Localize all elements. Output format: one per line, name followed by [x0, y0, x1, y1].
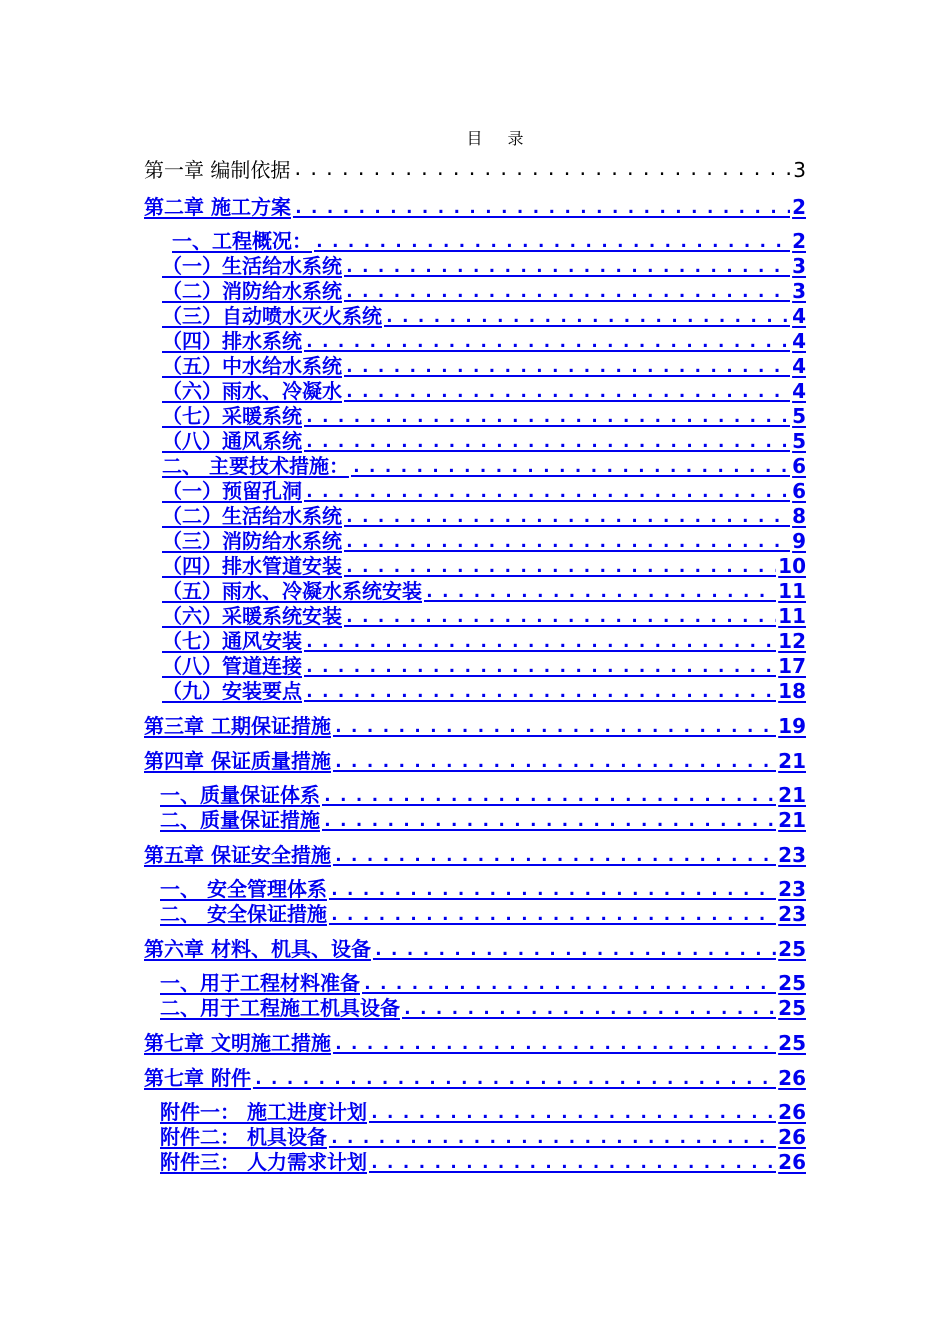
toc-entry-appendix[interactable] — [144, 1100, 806, 1125]
toc-leader-dots[interactable] — [342, 604, 776, 629]
toc-entry-label[interactable]: （五）雨水、冷凝水系统安装 — [162, 579, 422, 603]
toc-entry-subsection[interactable] — [144, 554, 806, 579]
toc-entry-subsection[interactable] — [144, 579, 806, 604]
toc-entry-chapter-4[interactable] — [144, 749, 806, 774]
toc-entry-subsection[interactable] — [144, 654, 806, 679]
toc-page-number[interactable]: 8 — [792, 504, 806, 528]
toc-entry-label[interactable]: （八）通风系统 — [162, 429, 302, 453]
toc-entry-label[interactable]: 一、 安全管理体系 — [160, 877, 327, 901]
toc-entry-chapter-7[interactable] — [144, 1031, 806, 1056]
toc-entry-label[interactable]: （四）排水系统 — [162, 329, 302, 353]
toc-leader-dots[interactable] — [331, 843, 776, 868]
toc-page-number[interactable]: 26 — [778, 1150, 806, 1174]
toc-entry-label[interactable]: 一、用于工程材料准备 — [160, 971, 360, 995]
toc-leader-dots[interactable] — [302, 479, 790, 504]
toc-leader-dots[interactable] — [327, 1125, 776, 1150]
toc-leader-dots[interactable] — [327, 877, 776, 902]
toc-leader-dots — [290, 155, 791, 185]
toc-entry-subsection[interactable] — [144, 479, 806, 504]
toc-leader-dots[interactable] — [342, 379, 790, 404]
toc-entry-section[interactable] — [144, 902, 806, 927]
toc-entry-chapter-3[interactable] — [144, 714, 806, 739]
toc-entry-label[interactable]: （五）中水给水系统 — [162, 354, 342, 378]
toc-entry-subsection[interactable] — [144, 254, 806, 279]
toc-page-number[interactable]: 4 — [792, 354, 806, 378]
toc-entry-label[interactable]: 二、 主要技术措施： — [162, 454, 349, 478]
toc-entry-label[interactable]: （九）安装要点 — [162, 679, 302, 703]
toc-entry-subsection[interactable] — [144, 379, 806, 404]
toc-leader-dots[interactable] — [342, 504, 790, 529]
toc-leader-dots[interactable] — [342, 254, 790, 279]
toc-leader-dots[interactable] — [312, 229, 790, 254]
toc-page-number[interactable]: 5 — [792, 429, 806, 453]
toc-entry-label[interactable]: （一）生活给水系统 — [162, 254, 342, 278]
toc-page-number[interactable]: 21 — [778, 749, 806, 773]
toc-entry-label[interactable]: （七）采暖系统 — [162, 404, 302, 428]
toc-page-number[interactable]: 26 — [778, 1100, 806, 1124]
toc-entry-label[interactable]: （七）通风安装 — [162, 629, 302, 653]
toc-entry-label[interactable]: 二、用于工程施工机具设备 — [160, 996, 400, 1020]
toc-entry-label[interactable]: （二）消防给水系统 — [162, 279, 342, 303]
toc-page-number[interactable]: 6 — [792, 454, 806, 478]
toc-entry-label[interactable]: 第六章 材料、机具、设备 — [144, 937, 371, 961]
toc-entry-chapter-6[interactable] — [144, 937, 806, 962]
toc-page-number[interactable]: 23 — [778, 877, 806, 901]
toc-leader-dots[interactable] — [342, 554, 776, 579]
toc-entry-subsection[interactable] — [144, 504, 806, 529]
toc-page-number[interactable]: 23 — [778, 902, 806, 926]
toc-entry-subsection[interactable] — [144, 604, 806, 629]
toc-leader-dots[interactable] — [302, 679, 776, 704]
toc-title: 目 录 — [466, 129, 534, 148]
toc-leader-dots[interactable] — [251, 1066, 776, 1091]
toc-entry-subsection[interactable] — [144, 279, 806, 304]
toc-entry-section[interactable] — [144, 971, 806, 996]
toc-entry-label: 第一章 编制依据 — [144, 158, 291, 182]
toc-leader-dots[interactable] — [371, 937, 776, 962]
toc-leader-dots[interactable] — [342, 279, 790, 304]
toc-page-number[interactable]: 3 — [792, 254, 806, 278]
toc-page-number[interactable]: 4 — [792, 329, 806, 353]
toc-entry-label[interactable]: 第七章 附件 — [144, 1066, 251, 1090]
toc-entry-label[interactable]: 第七章 文明施工措施 — [144, 1031, 331, 1055]
toc-page-number[interactable]: 25 — [778, 996, 806, 1020]
toc-page-number[interactable]: 19 — [778, 714, 806, 738]
toc-leader-dots[interactable] — [302, 629, 776, 654]
toc-page-number: 3 — [793, 158, 806, 182]
toc-leader-dots[interactable] — [302, 329, 790, 354]
toc-entry-label[interactable]: 第二章 施工方案 — [144, 195, 291, 219]
toc-leader-dots[interactable] — [360, 971, 776, 996]
toc-entry-subsection[interactable] — [144, 629, 806, 654]
toc-page-number[interactable]: 11 — [778, 579, 806, 603]
toc-leader-dots[interactable] — [342, 529, 790, 554]
toc-entry-label[interactable]: 附件一： 施工进度计划 — [160, 1100, 367, 1124]
toc-leader-dots[interactable] — [320, 808, 776, 833]
toc-entry-label[interactable]: 第三章 工期保证措施 — [144, 714, 331, 738]
toc-leader-dots[interactable] — [291, 195, 790, 220]
toc-page-number[interactable]: 6 — [792, 479, 806, 503]
toc-leader-dots[interactable] — [320, 783, 776, 808]
toc-leader-dots[interactable] — [302, 404, 790, 429]
toc-leader-dots[interactable] — [342, 354, 790, 379]
toc-entry-label[interactable]: 二、质量保证措施 — [160, 808, 320, 832]
toc-entry-label[interactable]: 第四章 保证质量措施 — [144, 749, 331, 773]
toc-entry-label[interactable]: （一）预留孔洞 — [162, 479, 302, 503]
toc-leader-dots[interactable] — [349, 454, 790, 479]
toc-entry-section[interactable] — [144, 877, 806, 902]
toc-entry-appendix[interactable] — [144, 1150, 806, 1175]
toc-entry-label[interactable]: （六）采暖系统安装 — [162, 604, 342, 628]
toc-entry-section[interactable] — [144, 808, 806, 833]
toc-page-number[interactable]: 25 — [778, 937, 806, 961]
toc-entry-label[interactable]: （二）生活给水系统 — [162, 504, 342, 528]
toc-leader-dots[interactable] — [331, 1031, 776, 1056]
toc-entry-chapter-2[interactable] — [144, 195, 806, 220]
toc-entry-section[interactable] — [144, 996, 806, 1021]
toc-entry-subsection[interactable] — [144, 404, 806, 429]
toc-page-number[interactable]: 25 — [778, 971, 806, 995]
toc-page-number[interactable]: 2 — [792, 229, 806, 253]
toc-page-number[interactable]: 17 — [778, 654, 806, 678]
toc-entry-subsection[interactable] — [144, 329, 806, 354]
toc-entry-section[interactable] — [144, 229, 806, 254]
toc-leader-dots[interactable] — [302, 429, 790, 454]
toc-leader-dots[interactable] — [302, 654, 776, 679]
toc-page-number[interactable]: 12 — [778, 629, 806, 653]
toc-entry-label[interactable]: （三）自动喷水灭火系统 — [162, 304, 382, 328]
toc-page-number[interactable]: 21 — [778, 808, 806, 832]
toc-page-number[interactable]: 5 — [792, 404, 806, 428]
toc-entry-subsection[interactable] — [144, 679, 806, 704]
toc-entry-section[interactable] — [144, 783, 806, 808]
toc-entry-label[interactable]: 一、质量保证体系 — [160, 783, 320, 807]
toc-entry-label[interactable]: （八）管道连接 — [162, 654, 302, 678]
toc-leader-dots[interactable] — [331, 749, 776, 774]
toc-leader-dots[interactable] — [400, 996, 776, 1021]
toc-leader-dots[interactable] — [382, 304, 790, 329]
toc-entry-subsection[interactable] — [144, 529, 806, 554]
toc-entry-appendix[interactable] — [144, 1125, 806, 1150]
toc-page-number[interactable]: 26 — [778, 1066, 806, 1090]
toc-page-number[interactable]: 25 — [778, 1031, 806, 1055]
toc-entry-chapter-5[interactable] — [144, 843, 806, 868]
toc-entry-label[interactable]: 第五章 保证安全措施 — [144, 843, 331, 867]
toc-entry-label[interactable]: （六）雨水、冷凝水 — [162, 379, 342, 403]
toc-entry-label[interactable]: 一、工程概况： — [172, 229, 312, 253]
toc-page-number[interactable]: 2 — [792, 195, 806, 219]
toc-page-number[interactable]: 26 — [778, 1125, 806, 1149]
toc-leader-dots[interactable] — [367, 1150, 776, 1175]
toc-entry-subsection[interactable] — [144, 304, 806, 329]
toc-leader-dots[interactable] — [422, 579, 776, 604]
table-of-contents — [144, 155, 806, 1175]
toc-page-number[interactable]: 23 — [778, 843, 806, 867]
toc-leader-dots[interactable] — [327, 902, 776, 927]
toc-entry-chapter-1 — [144, 155, 806, 185]
toc-leader-dots[interactable] — [367, 1100, 776, 1125]
toc-entry-section[interactable] — [144, 454, 806, 479]
toc-leader-dots[interactable] — [331, 714, 776, 739]
toc-page-number[interactable]: 4 — [792, 379, 806, 403]
toc-page-number[interactable]: 18 — [778, 679, 806, 703]
toc-entry-label[interactable]: 附件二： 机具设备 — [160, 1125, 327, 1149]
toc-entry-label[interactable]: （三）消防给水系统 — [162, 529, 342, 553]
toc-entry-subsection[interactable] — [144, 354, 806, 379]
toc-page-number[interactable]: 4 — [792, 304, 806, 328]
toc-page-number[interactable]: 11 — [778, 604, 806, 628]
toc-entry-label[interactable]: （四）排水管道安装 — [162, 554, 342, 578]
toc-entry-appendix-chapter[interactable] — [144, 1066, 806, 1091]
toc-entry-label[interactable]: 二、 安全保证措施 — [160, 902, 327, 926]
toc-page-number[interactable]: 21 — [778, 783, 806, 807]
toc-page-number[interactable]: 10 — [778, 554, 806, 578]
toc-entry-subsection[interactable] — [144, 429, 806, 454]
toc-entry-label[interactable]: 附件三： 人力需求计划 — [160, 1150, 367, 1174]
toc-page-number[interactable]: 3 — [792, 279, 806, 303]
toc-page-number[interactable]: 9 — [792, 529, 806, 553]
